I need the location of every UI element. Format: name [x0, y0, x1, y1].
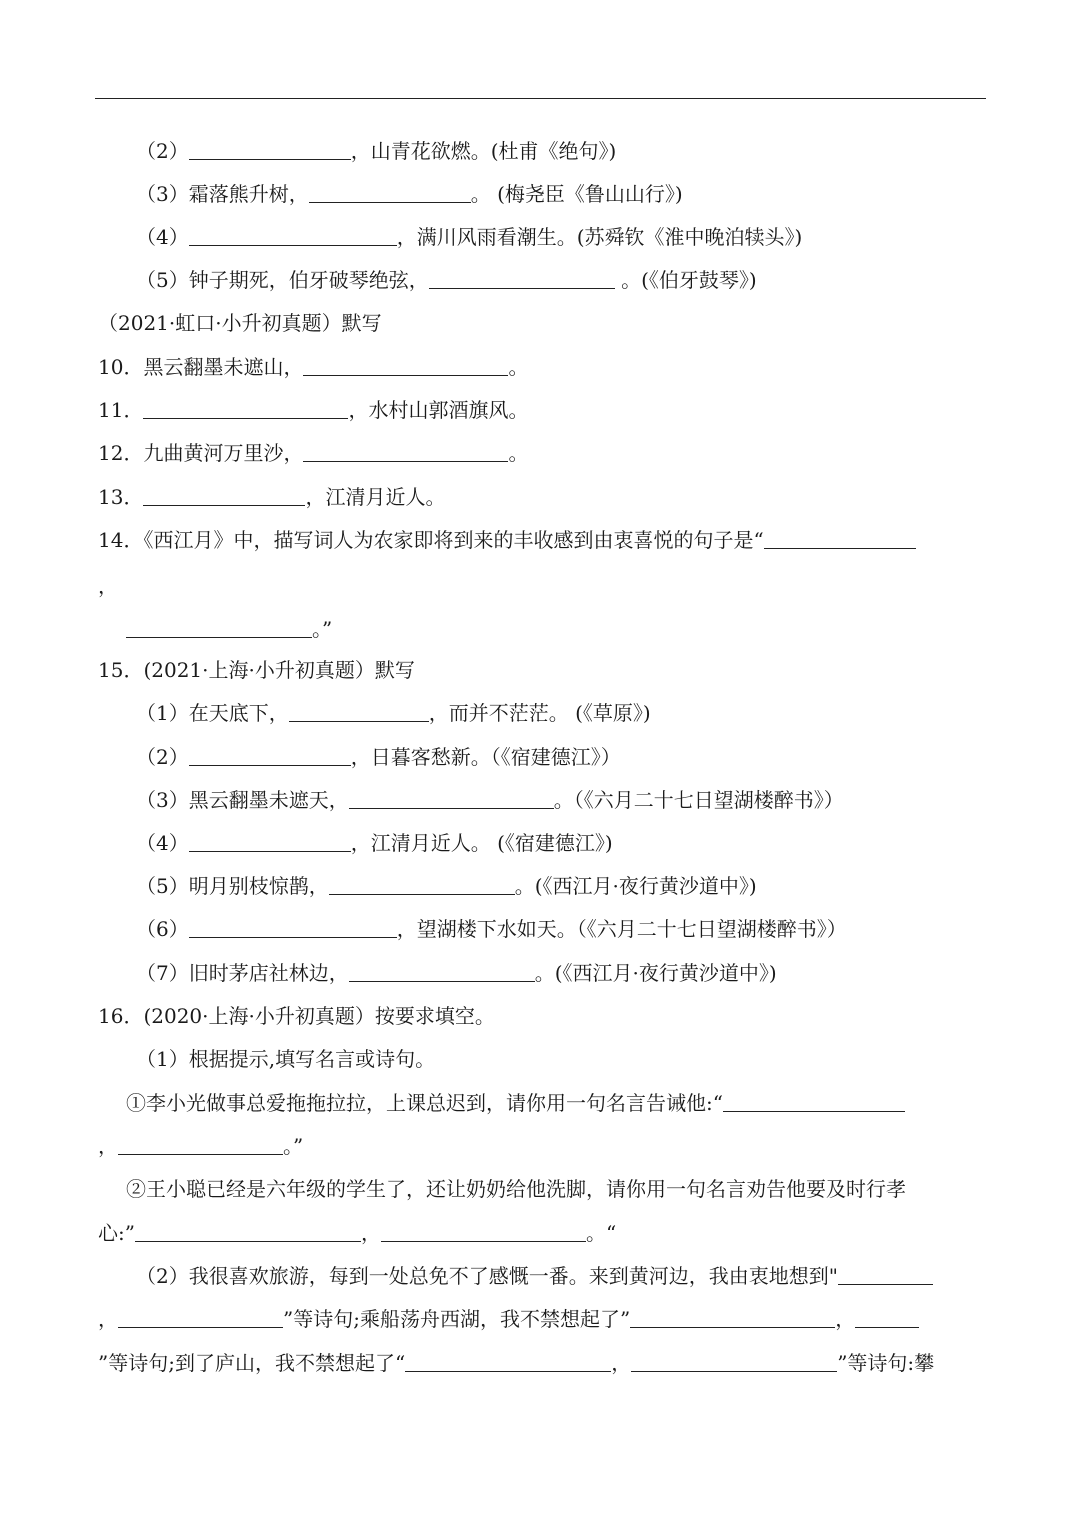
q9-item-5: （5）钟子期死，伯牙破琴绝弦， 。(《伯牙鼓琴》): [136, 268, 757, 292]
q15-item-7: （7）旧时茅店社林边， 。(《西江月·夜行黄沙道中》): [136, 961, 777, 985]
question-15-heading: 15．(2021·上海·小升初真题）默写: [98, 658, 415, 682]
q15-item-3: （3）黑云翻墨未遮天， 。（《六月二十七日望湖楼醉书》）: [136, 788, 844, 812]
answer-blank[interactable]: [135, 1221, 361, 1242]
answer-blank[interactable]: [630, 1307, 835, 1328]
q16-part-2-line3: ”等诗句;到了庐山，我不禁想起了“ ， ”等诗句:攀: [98, 1351, 935, 1375]
answer-blank[interactable]: [309, 182, 471, 203]
q16-prompt-1: ①李小光做事总爱拖拖拉拉，上课总迟到，请你用一句名言告诫他:“: [126, 1090, 905, 1116]
q16-prompt-2-line2: 心:” ， 。“: [98, 1221, 617, 1245]
answer-blank[interactable]: [189, 831, 351, 852]
answer-blank[interactable]: [143, 398, 348, 419]
answer-blank[interactable]: [118, 1307, 283, 1328]
answer-blank[interactable]: [631, 1351, 837, 1372]
answer-blank[interactable]: [289, 701, 429, 722]
q15-item-5: （5）明月别枝惊鹊， 。(《西江月·夜行黄沙道中》): [136, 874, 757, 898]
question-10: 10．黑云翻墨未遮山， 。: [98, 355, 529, 379]
q9-item-3: （3）霜落熊升树， 。 (梅尧臣《鲁山山行》): [136, 182, 683, 206]
answer-blank[interactable]: [189, 139, 351, 160]
section-heading-hongkou: （2021·虹口·小升初真题）默写: [98, 311, 382, 335]
answer-blank[interactable]: [143, 485, 305, 506]
answer-blank[interactable]: [723, 1091, 905, 1112]
header-rule: [95, 98, 986, 99]
answer-blank[interactable]: [118, 1134, 283, 1155]
answer-blank[interactable]: [329, 874, 515, 895]
answer-blank[interactable]: [855, 1307, 919, 1328]
q15-item-2: （2） ，日暮客愁新。（《宿建德江》）: [136, 745, 621, 769]
q9-item-2: （2） ，山青花欲燃。(杜甫《绝句》): [136, 139, 617, 163]
answer-blank[interactable]: [764, 528, 916, 549]
question-14-line2: 。”: [126, 616, 332, 642]
question-14: 14．《西江月》中，描写词人为农家即将到来的丰收感到由衷喜悦的句子是“: [98, 527, 916, 553]
answer-blank[interactable]: [303, 441, 508, 462]
q16-prompt-2: ②王小聪已经是六年级的学生了，还让奶奶给他洗脚，请你用一句名言劝告他要及时行孝: [126, 1177, 906, 1201]
answer-blank[interactable]: [349, 961, 535, 982]
question-16-heading: 16．(2020·上海·小升初真题）按要求填空。: [98, 1004, 495, 1028]
answer-blank[interactable]: [189, 745, 351, 766]
question-14-comma: ，: [98, 574, 118, 598]
answer-blank[interactable]: [381, 1221, 586, 1242]
q16-part-1: （1）根据提示,填写名言或诗句。: [136, 1047, 436, 1071]
answer-blank[interactable]: [349, 788, 554, 809]
q16-prompt-1-line2: ， 。”: [98, 1134, 304, 1158]
answer-blank[interactable]: [405, 1351, 611, 1372]
answer-blank[interactable]: [429, 268, 615, 289]
answer-blank[interactable]: [838, 1264, 933, 1285]
q16-part-2: （2）我很喜欢旅游，每到一处总免不了感慨一番。来到黄河边，我由衷地想到": [136, 1263, 933, 1289]
q16-part-2-line2: ， ”等诗句;乘船荡舟西湖，我不禁想起了” ，: [98, 1306, 919, 1332]
q15-item-6: （6） ，望湖楼下水如天。（《六月二十七日望湖楼醉书》）: [136, 917, 847, 941]
question-13: 13． ，江清月近人。: [98, 485, 446, 509]
q15-item-1: （1）在天底下， ，而并不茫茫。 (《草原》): [136, 701, 651, 725]
q9-item-4: （4） ，满川风雨看潮生。(苏舜钦《淮中晚泊犊头》): [136, 225, 803, 249]
answer-blank[interactable]: [189, 225, 397, 246]
answer-blank[interactable]: [126, 617, 312, 638]
q15-item-4: （4） ，江清月近人。 (《宿建德江》): [136, 831, 613, 855]
question-12: 12．九曲黄河万里沙， 。: [98, 441, 529, 465]
question-11: 11． ，水村山郭酒旗风。: [98, 398, 529, 422]
answer-blank[interactable]: [303, 355, 508, 376]
answer-blank[interactable]: [189, 917, 397, 938]
